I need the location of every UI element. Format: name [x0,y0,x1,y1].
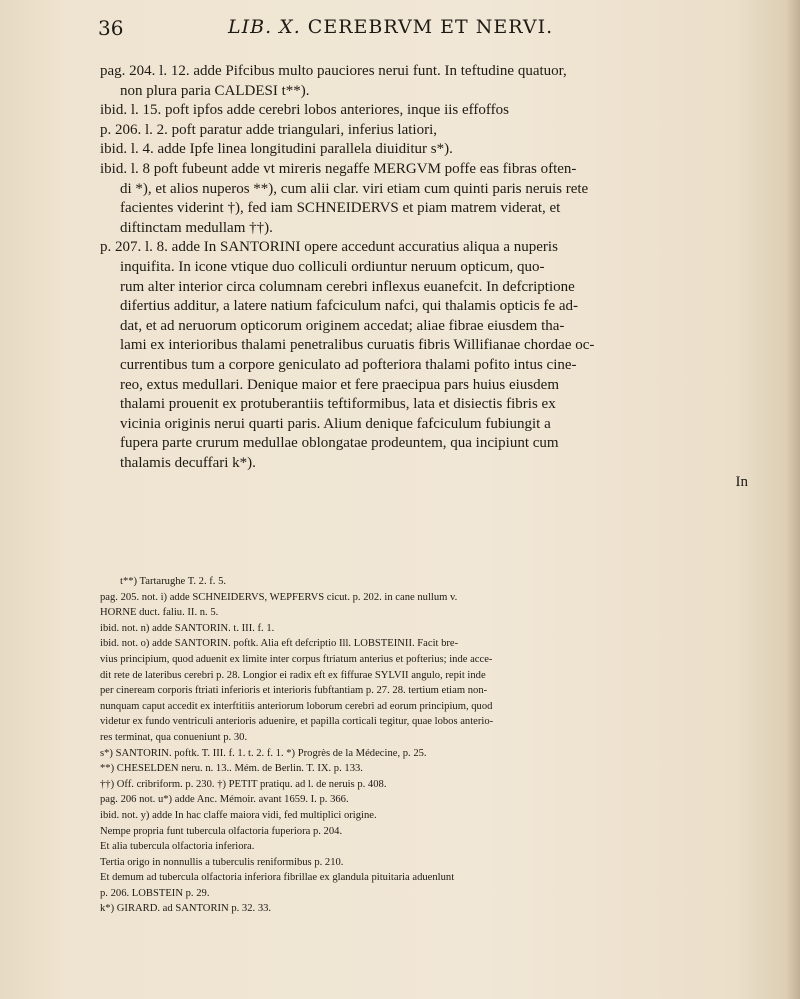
text-line: p. 207. l. 8. adde In SANTORINI opere accedunt accuratius aliqua a nuperis [100,239,558,256]
footnote-line: t**) Tartarughe T. 2. f. 5. [120,576,227,587]
text-line: thalami prouenit ex protuberantiis teftiformibus, lata et disiectis fibris ex [120,396,556,413]
text-line: p. 206. l. 2. poft paratur adde triangulari, inferius latiori, [100,121,437,138]
catchword: In [735,474,748,491]
footnote-line: Nempe propria funt tubercula olfactoria fuperiora p. 204. [100,825,343,837]
footnote-line: HORNE duct. faliu. II. n. 5. [100,607,219,619]
footnote-line: vius principium, quod aduenit ex limite inter corpus ftriatum anterius et pofterius; inde acce- [100,653,493,665]
footnote-line: ibid. not. o) adde SANTORIN. poftk. Alia eft defcriptio Ill. LOBSTEINII. Facit bre- [100,638,459,650]
book-number: LIB. X. [228,16,301,38]
footnote-line: nunquam caput accedit ex interftitiis anteriorum loborum cerebri ad eorum principium, quod [100,700,493,712]
footnote-line: s*) SANTORIN. poftk. T. III. f. 1. t. 2. f. 1. *) Progrès de la Médecine, p. 25. [100,747,427,759]
text-line: vicinia originis nerui quarti paris. Alium denique fafciculum fubiungit a [120,415,551,432]
text-line: pag. 204. l. 12. adde Pifcibus multo pauciores nerui funt. In teftudine quatuor, [100,63,567,79]
text-line: ibid. l. 4. adde Ipfe linea longitudini parallela diuiditur s*). [100,141,453,158]
text-line: difertius additur, a latere natium fafciculum nafci, qui thalamis opticis fe ad- [120,298,578,315]
main-text [100,62,750,493]
text-line: fupera parte crurum medullae oblongatae prodeuntem, qua incipiunt cum [120,435,559,452]
footnote-line: dit rete de lateribus cerebri p. 28. Longior ei radix eft ex fiffurae SYLVII angulo, repit inde [100,669,486,681]
footnote-line: res terminat, qua conueniunt p. 30. [100,731,248,743]
text-line: facientes viderint †), fed iam SCHNEIDERVS et piam matrem viderat, et [120,200,561,217]
text-line: dat, et ad neruorum opticorum originem accedat; aliae fibrae eiusdem tha- [120,317,565,334]
footnote-line: ††) Off. cribriform. p. 230. †) PETIT pratiqu. ad l. de neruis p. 408. [100,778,387,790]
running-title [228,16,553,38]
page-edge-shadow [786,0,800,999]
footnote-line: pag. 206 not. u*) adde Anc. Mémoir. avant 1659. I. p. 366. [100,794,349,806]
page-number: 36 [98,16,124,40]
footnote-line: ibid. not. y) adde In hac claffe maiora vidi, fed multiplici origine. [100,809,377,821]
chapter-title: CEREBRVM ET NERVI. [307,16,554,38]
text-line: thalamis decuffari k*). [120,454,256,471]
text-line: di *), et alios nuperos **), cum alii clar. viri etiam cum quinti paris neruis rete [120,180,589,197]
footnote-line: Et demum ad tubercula olfactoria inferiora fibrillae ex glandula pituitaria aduenlunt [100,872,455,884]
text-line: lami ex interioribus thalami penetralibus curuatis fibris Willifianae chordae oc- [120,337,595,354]
footnote-line: per cineream corporis ftriati inferioris et interioris fubftantiam p. 27. 28. tertium etiam non- [100,685,488,697]
footnote-line: **) CHESELDEN neru. n. 13.. Mém. de Berlin. T. IX. p. 133. [100,763,363,775]
text-line: currentibus tum a corpore geniculato ad pofteriora thalami pofito intus cine- [120,356,577,373]
footnote-line: p. 206. LOBSTEIN p. 29. [100,887,210,899]
footnote-line: Tertia origo in nonnullis a tuberculis reniformibus p. 210. [100,856,344,868]
text-line: ibid. l. 8 poft fubeunt adde vt mireris negaffe MERGVM poffe eas fibras often- [100,160,577,177]
text-line: diftinctam medullam ††). [120,219,273,236]
footnote-line: Et alia tubercula olfactoria inferiora. [100,841,255,853]
text-line: inquifita. In icone vtique duo colliculi ordiuntur neruum opticum, quo- [120,258,545,275]
footnote-line: k*) GIRARD. ad SANTORIN p. 32. 33. [100,903,272,915]
text-line: reo, extus medullari. Denique maior et fere praecipua pars huius eiusdem [120,376,560,393]
footnotes [100,574,750,917]
footnote-line: ibid. not. n) adde SANTORIN. t. III. f. 1. [100,622,275,634]
text-line: rum alter interior circa columnam cerebri inflexus euanefcit. In defcriptione [120,278,575,295]
text-line: non plura paria CALDESI t**). [120,82,310,99]
text-line: ibid. l. 15. poft ipfos adde cerebri lobos anteriores, inque iis effoffos [100,102,509,119]
footnote-line: videtur ex fundo ventriculi anterioris aduenire, et papilla corticali tegitur, quae lobos anterio- [100,716,494,728]
running-header [98,16,748,46]
footnote-line: pag. 205. not. i) adde SCHNEIDERVS, WEPFERVS cicut. p. 202. in cane nullum v. [100,591,458,603]
